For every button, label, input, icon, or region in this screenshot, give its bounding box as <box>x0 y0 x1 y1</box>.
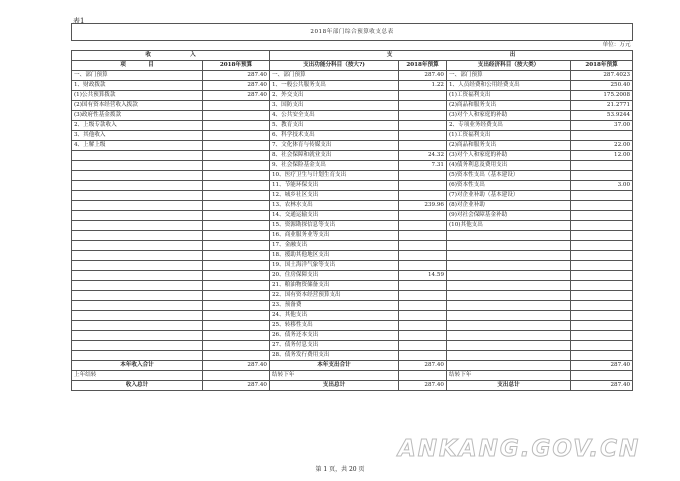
func-budget-cell <box>399 331 447 341</box>
econ-budget-cell <box>571 191 633 201</box>
income-item-cell <box>72 221 203 231</box>
income-budget-cell <box>203 351 270 361</box>
income-item-cell <box>72 171 203 181</box>
table-row <box>72 81 633 91</box>
econ-subject-cell: (7)对企业补助（基本建设） <box>447 191 571 201</box>
income-budget-cell <box>203 121 270 131</box>
econ-subject-cell <box>447 311 571 321</box>
econ-budget-cell: 12.00 <box>571 151 633 161</box>
table-row <box>72 301 633 311</box>
func-budget-cell <box>399 91 447 101</box>
carry-income-label: 上年结转 <box>72 371 203 381</box>
carry-expense-econ-label: 结转下年 <box>447 371 571 381</box>
grand-expense-econ-total: 287.40 <box>571 381 633 391</box>
income-budget-cell <box>203 101 270 111</box>
econ-subject-cell <box>447 261 571 271</box>
func-subject-cell: 16、商业服务业等支出 <box>270 231 399 241</box>
econ-subject-cell: (4)债务利息及费用支出 <box>447 161 571 171</box>
income-item-cell <box>72 201 203 211</box>
income-budget-cell <box>203 181 270 191</box>
income-item-cell <box>72 311 203 321</box>
econ-budget-cell: 37.00 <box>571 121 633 131</box>
func-subject-cell: 1、一般公共服务支出 <box>270 81 399 91</box>
income-item-cell <box>72 211 203 221</box>
table-row <box>72 101 633 111</box>
func-budget-cell <box>399 231 447 241</box>
func-subject-cell: 一、部门预算 <box>270 71 399 81</box>
econ-subject-cell: (6)资本性支出 <box>447 181 571 191</box>
income-budget-cell: 287.40 <box>203 81 270 91</box>
func-budget-cell: 239.96 <box>399 201 447 211</box>
table-row <box>72 151 633 161</box>
income-item-cell <box>72 351 203 361</box>
func-budget-cell <box>399 291 447 301</box>
table-row <box>72 291 633 301</box>
table-row <box>72 321 633 331</box>
econ-subject-cell: (3)对个人和家庭的补助 <box>447 111 571 121</box>
income-item-cell <box>72 331 203 341</box>
econ-subject-cell <box>447 241 571 251</box>
income-budget-cell <box>203 301 270 311</box>
func-subject-cell: 23、预备费 <box>270 301 399 311</box>
econ-budget-cell: 250.40 <box>571 81 633 91</box>
income-budget-cell <box>203 211 270 221</box>
table-row <box>72 211 633 221</box>
table-row <box>72 71 633 81</box>
table-row <box>72 241 633 251</box>
func-subject-cell: 2、外交支出 <box>270 91 399 101</box>
func-subject-cell: 19、国土海洋气象等支出 <box>270 261 399 271</box>
func-subject-cell: 8、社会保障和就业支出 <box>270 151 399 161</box>
income-budget-cell <box>203 221 270 231</box>
func-subject-cell: 28、债务发行费用支出 <box>270 351 399 361</box>
income-budget-cell <box>203 331 270 341</box>
income-budget-cell <box>203 151 270 161</box>
income-budget-cell <box>203 311 270 321</box>
econ-budget-cell <box>571 241 633 251</box>
econ-subject-cell: (2)商品和服务支出 <box>447 141 571 151</box>
income-budget-cell <box>203 141 270 151</box>
func-budget-cell <box>399 121 447 131</box>
year-expense-total: 287.40 <box>399 361 447 371</box>
table-row <box>72 161 633 171</box>
income-budget-cell <box>203 171 270 181</box>
year-expense-total-label: 本年支出合计 <box>270 361 399 371</box>
income-item-cell <box>72 291 203 301</box>
income-item-cell <box>72 261 203 271</box>
func-subject-cell: 5、教育支出 <box>270 121 399 131</box>
econ-budget-cell: 3.00 <box>571 181 633 191</box>
budget-column-header: 2018年预算 <box>571 61 633 71</box>
table-row <box>72 191 633 201</box>
func-subject-cell: 13、农林水支出 <box>270 201 399 211</box>
table-row <box>72 261 633 271</box>
income-budget-cell <box>203 161 270 171</box>
income-item-cell <box>72 281 203 291</box>
table-row <box>72 221 633 231</box>
table-row <box>72 131 633 141</box>
func-budget-cell <box>399 101 447 111</box>
year-income-total: 287.40 <box>203 361 270 371</box>
econ-budget-cell <box>571 281 633 291</box>
table-row <box>72 91 633 101</box>
econ-subject-cell <box>447 331 571 341</box>
econ-subject-cell <box>447 271 571 281</box>
income-budget-cell <box>203 201 270 211</box>
income-budget-cell <box>203 341 270 351</box>
income-item-cell <box>72 191 203 201</box>
budget-column-header: 2018年预算 <box>203 61 270 71</box>
func-budget-cell <box>399 341 447 351</box>
econ-subject-cell: (3)对个人和家庭的补助 <box>447 151 571 161</box>
table-row <box>72 231 633 241</box>
income-item-cell <box>72 151 203 161</box>
table-row <box>72 351 633 361</box>
income-item-cell: (1)公共预算拨款 <box>72 91 203 101</box>
func-budget-cell: 1.22 <box>399 81 447 91</box>
table-row <box>72 121 633 131</box>
econ-budget-cell <box>571 131 633 141</box>
func-budget-cell <box>399 301 447 311</box>
func-budget-cell <box>399 321 447 331</box>
econ-budget-cell <box>571 321 633 331</box>
grand-expense-total-label: 支出总计 <box>270 381 399 391</box>
func-subject-cell: 17、金融支出 <box>270 241 399 251</box>
item-column-header: 项 目 <box>72 61 203 71</box>
func-subject-cell: 20、住房保障支出 <box>270 271 399 281</box>
econ-subject-cell <box>447 341 571 351</box>
econ-budget-cell <box>571 211 633 221</box>
income-item-cell <box>72 301 203 311</box>
income-item-cell: 2、上级专款收入 <box>72 121 203 131</box>
budget-column-header: 2018年预算 <box>399 61 447 71</box>
func-budget-cell <box>399 191 447 201</box>
income-item-cell <box>72 271 203 281</box>
income-budget-cell <box>203 231 270 241</box>
econ-subject-column-header: 支出经济科目（按大类） <box>447 61 571 71</box>
func-subject-cell: 6、科学技术支出 <box>270 131 399 141</box>
income-item-cell <box>72 251 203 261</box>
func-subject-cell: 12、城乡社区支出 <box>270 191 399 201</box>
econ-subject-cell <box>447 251 571 261</box>
table-row <box>72 331 633 341</box>
year-expense-total-econ: 287.40 <box>571 361 633 371</box>
income-item-cell: 一、部门预算 <box>72 71 203 81</box>
func-subject-cell: 25、转移性支出 <box>270 321 399 331</box>
income-budget-cell <box>203 131 270 141</box>
unit-label: 单位：万元 <box>72 41 633 51</box>
func-subject-cell: 15、资源勘探信息等支出 <box>270 221 399 231</box>
func-budget-cell <box>399 241 447 251</box>
func-budget-cell: 24.32 <box>399 151 447 161</box>
econ-budget-cell <box>571 351 633 361</box>
econ-budget-cell <box>571 231 633 241</box>
func-budget-cell <box>399 261 447 271</box>
econ-budget-cell <box>571 221 633 231</box>
func-budget-cell <box>399 311 447 321</box>
table-tag: 表1 <box>73 17 85 25</box>
econ-budget-cell <box>571 271 633 281</box>
income-item-cell <box>72 241 203 251</box>
income-budget-cell <box>203 291 270 301</box>
watermark: ANKANG.GOV.CN <box>398 436 641 462</box>
grand-expense-econ-total-label: 支出总计 <box>447 381 571 391</box>
econ-budget-cell <box>571 161 633 171</box>
func-subject-cell: 10、医疗卫生与计划生育支出 <box>270 171 399 181</box>
income-budget-cell <box>203 281 270 291</box>
table-row <box>72 251 633 261</box>
func-budget-cell <box>399 171 447 181</box>
grand-expense-total: 287.40 <box>399 381 447 391</box>
income-item-cell <box>72 181 203 191</box>
func-subject-cell: 9、社会保险基金支出 <box>270 161 399 171</box>
year-income-total-label: 本年收入合计 <box>72 361 203 371</box>
econ-subject-cell: 1、人员经费和公用经费支出 <box>447 81 571 91</box>
econ-budget-cell <box>571 291 633 301</box>
econ-budget-cell <box>571 301 633 311</box>
econ-subject-cell <box>447 321 571 331</box>
income-budget-cell <box>203 191 270 201</box>
econ-subject-cell <box>447 281 571 291</box>
table-row <box>72 281 633 291</box>
income-budget-cell <box>203 251 270 261</box>
income-item-cell <box>72 341 203 351</box>
func-budget-cell <box>399 351 447 361</box>
income-budget-cell <box>203 261 270 271</box>
func-budget-cell <box>399 251 447 261</box>
econ-budget-cell: 53.9244 <box>571 111 633 121</box>
func-budget-cell <box>399 131 447 141</box>
func-subject-cell: 7、文化体育与传媒支出 <box>270 141 399 151</box>
table-row <box>72 171 633 181</box>
func-subject-cell: 22、国有资本经营预算支出 <box>270 291 399 301</box>
func-subject-column-header: 支出功能分科目（按大?) <box>270 61 399 71</box>
econ-subject-cell <box>447 231 571 241</box>
econ-budget-cell <box>571 341 633 351</box>
econ-subject-cell <box>447 351 571 361</box>
grand-income-total: 287.40 <box>203 381 270 391</box>
econ-budget-cell: 287.4023 <box>571 71 633 81</box>
table-row <box>72 181 633 191</box>
income-budget-cell: 287.40 <box>203 91 270 101</box>
econ-budget-cell: 21.2771 <box>571 101 633 111</box>
income-item-cell <box>72 231 203 241</box>
econ-subject-cell: (1)工资福利支出 <box>447 131 571 141</box>
econ-subject-cell: (2)商品和服务支出 <box>447 101 571 111</box>
func-budget-cell: 7.31 <box>399 161 447 171</box>
income-item-cell: (3)政府性基金拨款 <box>72 111 203 121</box>
func-budget-cell <box>399 211 447 221</box>
func-subject-cell: 11、节能环保支出 <box>270 181 399 191</box>
income-header: 收 入 <box>72 51 270 61</box>
econ-subject-cell: (10)其他支出 <box>447 221 571 231</box>
expense-header: 支 出 <box>270 51 633 61</box>
budget-table <box>71 23 633 391</box>
econ-budget-cell: 22.00 <box>571 141 633 151</box>
func-budget-cell <box>399 221 447 231</box>
income-budget-cell <box>203 111 270 121</box>
econ-subject-cell: 2、专项业务经费支出 <box>447 121 571 131</box>
table-row <box>72 141 633 151</box>
table-row <box>72 311 633 321</box>
income-item-cell: (2)国有资本经营收入拨款 <box>72 101 203 111</box>
carry-expense-label: 结转下年 <box>270 371 399 381</box>
econ-budget-cell <box>571 261 633 271</box>
income-budget-cell <box>203 321 270 331</box>
func-budget-cell <box>399 111 447 121</box>
func-budget-cell <box>399 141 447 151</box>
func-budget-cell: 14.59 <box>399 271 447 281</box>
grand-income-total-label: 收入总计 <box>72 381 203 391</box>
func-budget-cell <box>399 181 447 191</box>
econ-subject-cell <box>447 291 571 301</box>
func-subject-cell: 3、国防支出 <box>270 101 399 111</box>
func-budget-cell <box>399 281 447 291</box>
econ-budget-cell <box>571 201 633 211</box>
income-item-cell: 3、其他收入 <box>72 131 203 141</box>
func-subject-cell: 14、交通运输支出 <box>270 211 399 221</box>
func-subject-cell: 21、粮油物资储备支出 <box>270 281 399 291</box>
income-item-cell <box>72 321 203 331</box>
income-budget-cell: 287.40 <box>203 71 270 81</box>
econ-budget-cell <box>571 311 633 321</box>
econ-budget-cell <box>571 251 633 261</box>
func-subject-cell: 4、公共安全支出 <box>270 111 399 121</box>
table-row <box>72 111 633 121</box>
econ-subject-cell: 一、部门预算 <box>447 71 571 81</box>
table-row <box>72 341 633 351</box>
func-subject-cell: 18、援助其他地区支出 <box>270 251 399 261</box>
func-subject-cell: 24、其他支出 <box>270 311 399 321</box>
income-item-cell <box>72 161 203 171</box>
page-footer: 第 1 页，共 20 页 <box>315 466 365 473</box>
econ-budget-cell <box>571 171 633 181</box>
func-budget-cell: 287.40 <box>399 71 447 81</box>
econ-subject-cell: (8)对企业补助 <box>447 201 571 211</box>
econ-subject-cell: (1)工资福利支出 <box>447 91 571 101</box>
func-subject-cell: 26、债务还本支出 <box>270 331 399 341</box>
econ-budget-cell <box>571 331 633 341</box>
income-budget-cell <box>203 271 270 281</box>
page-title: 2018年部门综合预算收支总表 <box>72 24 633 41</box>
table-row <box>72 271 633 281</box>
table-row <box>72 201 633 211</box>
income-budget-cell <box>203 241 270 251</box>
econ-budget-cell: 175.2008 <box>571 91 633 101</box>
econ-subject-cell: (9)对社会保障基金补助 <box>447 211 571 221</box>
func-subject-cell: 27、债务付息支出 <box>270 341 399 351</box>
econ-subject-cell: (5)资本性支出（基本建设） <box>447 171 571 181</box>
econ-subject-cell <box>447 301 571 311</box>
income-item-cell: 4、上解上级 <box>72 141 203 151</box>
income-item-cell: 1、财政拨款 <box>72 81 203 91</box>
